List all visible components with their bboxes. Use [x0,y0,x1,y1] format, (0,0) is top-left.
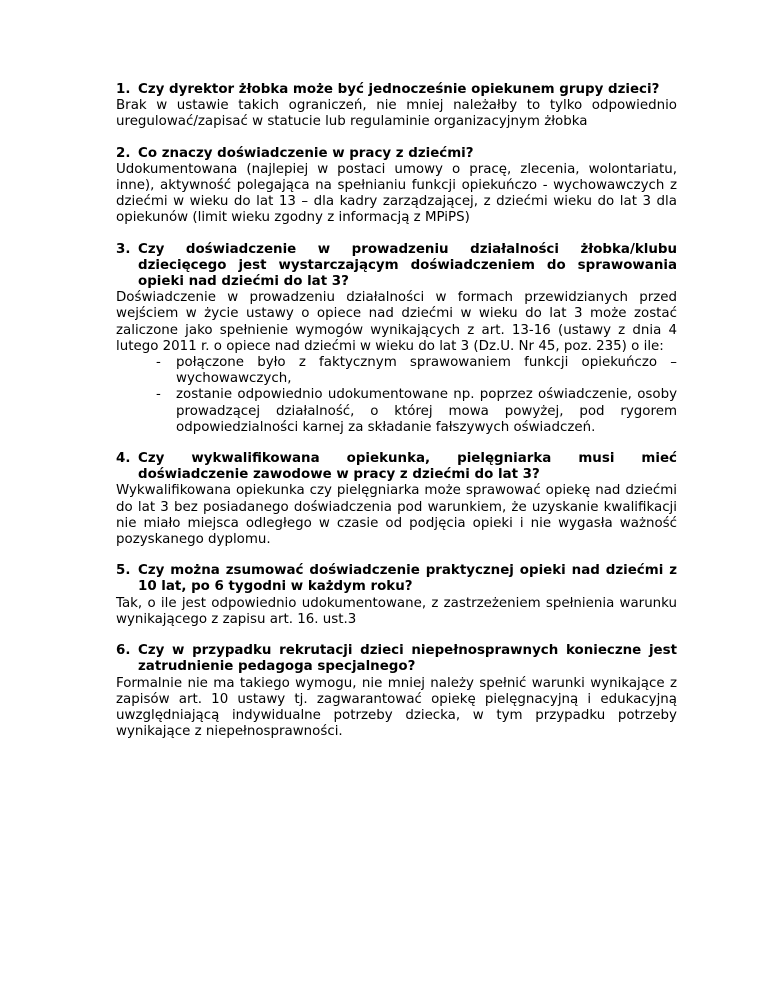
question-number: 5. [116,563,131,579]
faq-item-4 [116,451,677,548]
question-text: Czy wykwalifikowana opiekunka, pielęgniarka musi mieć doświadczenie zawodowe w pracy z dziećmi do lat 3? [138,451,677,483]
faq-item-2 [116,146,677,227]
question-4 [116,451,677,483]
answer-3 [116,290,677,436]
faq-item-5 [116,563,677,628]
answer-6 [116,676,677,741]
question-number: 4. [116,451,131,467]
condition-item-2: - zostanie odpowiednio udokumentowane np. poprzez oświadczenie, osoby prowadzącej działalność, o której mowa powyżej, pod rygorem odpowiedzialności karnej za składanie fałszywych oświadczeń. [176,387,677,436]
question-text: Czy można zsumować doświadczenie praktycznej opieki nad dziećmi z 10 lat, po 6 tygodni w każdym roku? [138,563,677,595]
answer-2 [116,162,677,227]
answer-text: Formalnie nie ma takiego wymogu, nie mniej należy spełnić warunki wynikające z zapisów art. 10 ustawy tj. zagwarantować opiekę pielęgnacyjną i edukacyjną uwzględniającą indywidualne potrzeby dziecka, w tym przypadku potrzeby wynikające z niepełnosprawności. [116,675,677,740]
question-6 [116,643,677,675]
answer-text: Brak w ustawie takich ograniczeń, nie mniej należałby to tylko odpowiednio uregulować/zapisać w statucie lub regulaminie organizacyjnym żłobka [116,98,677,130]
condition-item-1: - połączone było z faktycznym sprawowaniem funkcji opiekuńczo – wychowawczych, [176,355,677,387]
question-text: Czy dyrektor żłobka może być jednocześnie opiekunem grupy dzieci? [138,82,660,97]
question-2 [116,146,677,162]
question-5 [116,563,677,595]
question-number: 6. [116,643,131,659]
answer-text: Wykwalifikowana opiekunka czy pielęgniarka może sprawować opiekę nad dziećmi do lat 3 bez posiadanego doświadczenia pod warunkiem, że uzyskanie kwalifikacji nie miało miejsca odległego w czasie od podjęcia opieki i nie wygasła ważność pozyskanego dyplomu. [116,483,677,548]
question-1 [116,82,677,98]
question-text: Co znaczy doświadczenie w pracy z dziećmi? [138,145,474,161]
answer-5 [116,596,677,628]
faq-item-3 [116,242,677,436]
question-number: 2. [116,145,131,161]
answer-text: Tak, o ile jest odpowiednio udokumentowane, z zastrzeżeniem spełnienia warunku wynikającego z zapisu art. 16. ust.3 [116,595,677,627]
condition-list [116,355,677,436]
question-3 [116,242,677,291]
answer-text: Udokumentowana (najlepiej w postaci umowy o pracę, zlecenia, wolontariatu, inne), aktywność polegająca na spełnianiu funkcji opiekuńczo - wychowawczych z dziećmi w wieku do lat 13 – dla kadry zarządzającej, z dziećmi wieku do lat 3 dla opiekunów (limit wieku zgodny z informacją z MPiPS) [116,161,677,226]
question-text: Czy doświadczenie w prowadzeniu działalności żłobka/klubu dziecięcego jest wystarczającym doświadczeniem do sprawowania opieki nad dziećmi do lat 3? [138,241,677,290]
faq-item-1 [116,82,677,131]
answer-4 [116,483,677,548]
faq-item-6 [116,643,677,740]
answer-1 [116,98,677,130]
answer-text: Doświadczenie w prowadzeniu działalności w formach przewidzianych przed wejściem w życie ustawy o opiece nad dziećmi w wieku do lat 3 może zostać zaliczone jako spełnienie wymogów wynikających z art. 13-16 (ustawy z dnia 4 lutego 2011 r. o opiece nad dziećmi w wieku do lat 3 (Dz.U. Nr 45, poz. 235) o ile: [116,290,677,354]
faq-document [116,82,677,755]
question-number: 1. [116,82,131,97]
question-number: 3. [116,241,131,257]
question-text: Czy w przypadku rekrutacji dzieci niepełnosprawnych konieczne jest zatrudnienie pedagoga specjalnego? [138,643,677,675]
